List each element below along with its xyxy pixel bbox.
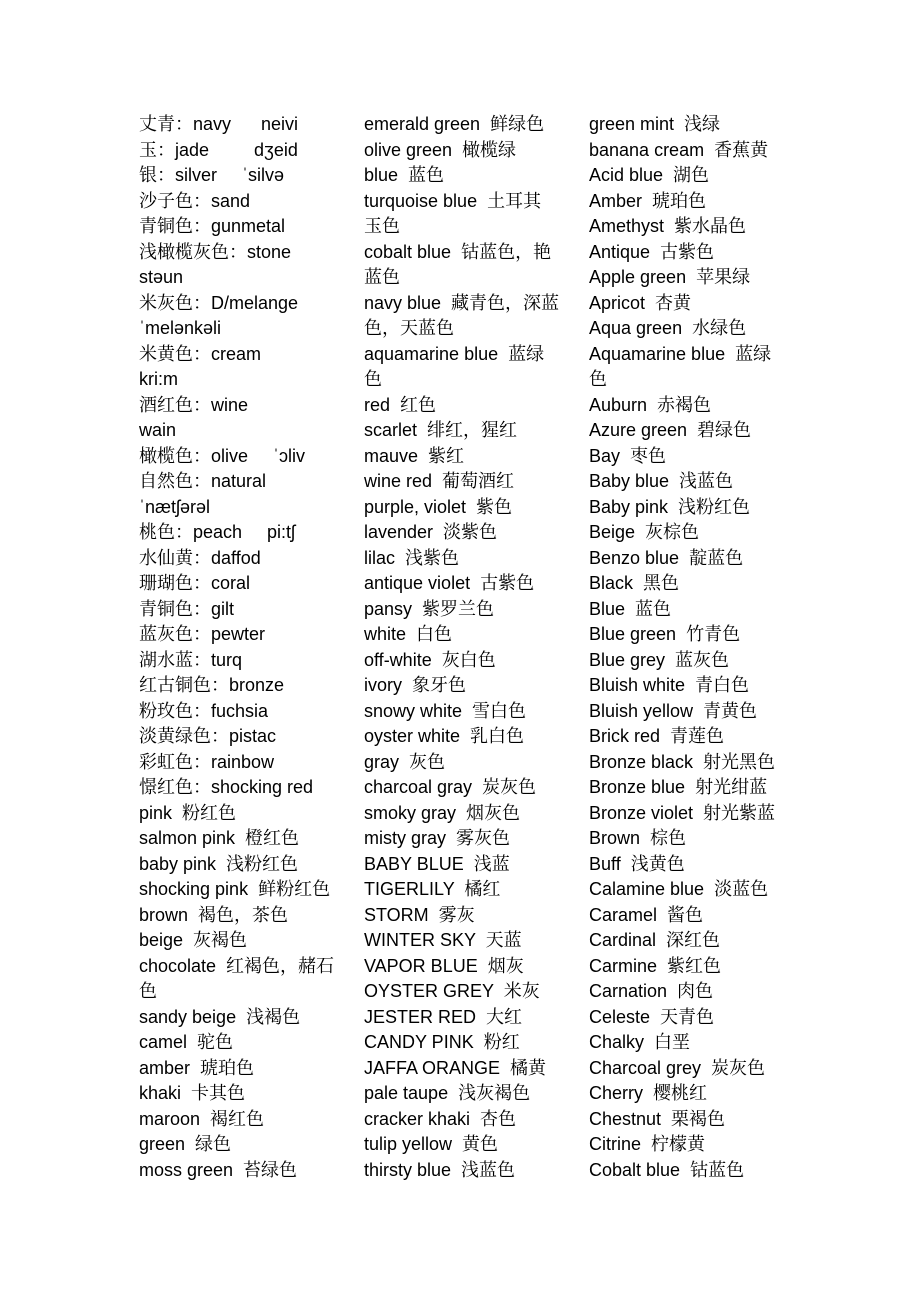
color-term-line: OYSTER GREY 米灰 <box>364 981 540 1001</box>
color-term-line: 丈青：navy neivi <box>139 114 299 134</box>
color-term-line: antique violet 古紫色 <box>364 573 535 593</box>
color-term-line: Buff 浅黄色 <box>589 853 685 874</box>
color-term-line: lilac 浅紫色 <box>364 547 460 568</box>
color-term-line: 色 <box>589 369 607 389</box>
color-term-line: Black 黑色 <box>589 573 680 593</box>
color-term-line: Chestnut 栗褐色 <box>589 1108 726 1129</box>
color-term-line: 酒红色：wine <box>139 394 249 415</box>
color-term-line: Auburn 赤褐色 <box>589 394 712 415</box>
color-term-line: 红古铜色：bronze <box>139 675 285 695</box>
color-term-line: 浅橄榄灰色：stone <box>139 241 292 262</box>
color-term-line: 蓝灰色：pewter <box>139 624 266 644</box>
color-term-line: cobalt blue 钴蓝色，艳 <box>364 241 552 262</box>
color-term-line: 玉：jade dʒeid <box>139 139 298 160</box>
color-term-line: Apricot 杏黄 <box>589 292 692 313</box>
color-term-line: gray 灰色 <box>364 751 446 772</box>
color-term-line: Bluish white 青白色 <box>589 675 750 695</box>
color-term-line: Blue green 竹青色 <box>589 624 741 644</box>
color-term-line: 珊瑚色：coral <box>139 573 251 593</box>
color-term-line: Benzo blue 靛蓝色 <box>589 547 744 568</box>
color-term-line: 彩虹色：rainbow <box>139 751 275 772</box>
color-term-line: Baby blue 浅蓝色 <box>589 471 734 491</box>
column-middle <box>364 112 582 1183</box>
color-term-line: cracker khaki 杏色 <box>364 1108 517 1129</box>
color-term-line: Beige 灰棕色 <box>589 522 700 542</box>
color-term-line: chocolate 红褐色，赭石 <box>139 955 335 976</box>
color-term-line: Amethyst 紫水晶色 <box>589 216 747 236</box>
color-term-line: purple, violet 紫色 <box>364 496 513 517</box>
column-left <box>139 112 357 1183</box>
color-term-line: Cobalt blue 钴蓝色 <box>589 1159 745 1180</box>
color-term-line: Blue 蓝色 <box>589 598 672 619</box>
color-term-line: khaki 卡其色 <box>139 1083 246 1103</box>
color-term-line: 沙子色：sand <box>139 190 251 211</box>
color-term-line: 水仙黄：daffod <box>139 547 261 568</box>
color-term-line: beige 灰褐色 <box>139 930 248 950</box>
color-term-line: wine red 葡萄酒红 <box>364 471 515 491</box>
color-term-line: Carmine 紫红色 <box>589 955 722 976</box>
color-term-line: 米黄色：cream <box>139 343 262 364</box>
color-term-line: ivory 象牙色 <box>364 675 467 695</box>
color-term-line: Cherry 樱桃红 <box>589 1083 708 1103</box>
color-term-line: Azure green 碧绿色 <box>589 420 752 440</box>
color-term-line: JAFFA ORANGE 橘黄 <box>364 1057 547 1078</box>
color-term-line: Calamine blue 淡蓝色 <box>589 879 769 899</box>
color-term-line: JESTER RED 大红 <box>364 1006 523 1027</box>
color-term-line: off-white 灰白色 <box>364 649 496 670</box>
color-term-line: ˈmelənkəli <box>139 318 222 338</box>
color-term-line: TIGERLILY 橘红 <box>364 879 501 899</box>
color-term-line: pale taupe 浅灰褐色 <box>364 1083 531 1103</box>
color-term-line: Caramel 酱色 <box>589 904 704 925</box>
color-term-line: white 白色 <box>364 624 453 644</box>
color-term-line: Citrine 柠檬黄 <box>589 1134 706 1154</box>
color-term-line: banana cream 香蕉黄 <box>589 139 769 160</box>
color-term-line: smoky gray 烟灰色 <box>364 802 521 823</box>
color-term-line: 色，天蓝色 <box>364 318 454 338</box>
color-term-line: Brown 棕色 <box>589 828 687 848</box>
color-term-line: Chalky 白垩 <box>589 1032 691 1052</box>
color-term-line: Bronze black 射光黑色 <box>589 751 776 772</box>
color-term-line: red 红色 <box>364 394 437 415</box>
color-term-line: Carnation 肉色 <box>589 981 714 1001</box>
color-term-line: brown 褐色，茶色 <box>139 904 289 925</box>
color-term-line: emerald green 鲜绿色 <box>364 114 545 134</box>
color-term-line: VAPOR BLUE 烟灰 <box>364 955 524 976</box>
color-term-line: scarlet 绯红，猩红 <box>364 420 518 440</box>
color-term-line: BABY BLUE 浅蓝 <box>364 853 510 874</box>
color-term-line: Bronze violet 射光紫蓝 <box>589 802 776 823</box>
color-term-line: blue 蓝色 <box>364 165 445 185</box>
color-term-line: camel 驼色 <box>139 1032 234 1052</box>
color-term-line: Aquamarine blue 蓝绿 <box>589 343 772 364</box>
color-term-line: Cardinal 深红色 <box>589 930 721 950</box>
color-term-line: charcoal gray 炭灰色 <box>364 777 537 797</box>
color-term-line: Acid blue 湖色 <box>589 165 710 185</box>
color-term-line: moss green 苔绿色 <box>139 1159 298 1180</box>
color-term-line: 青铜色：gunmetal <box>139 216 286 236</box>
color-term-line: 湖水蓝：turq <box>139 649 243 670</box>
color-term-line: Antique 古紫色 <box>589 241 715 262</box>
color-term-line: Bay 枣色 <box>589 445 667 466</box>
color-term-line: 银：silver ˈsilvə <box>139 165 285 185</box>
color-term-line: olive green 橄榄绿 <box>364 139 517 160</box>
color-term-line: 粉玫色：fuchsia <box>139 700 269 721</box>
color-term-line: amber 琥珀色 <box>139 1057 255 1078</box>
color-term-line: Bronze blue 射光绀蓝 <box>589 777 768 797</box>
color-term-line: Amber 琥珀色 <box>589 190 707 211</box>
color-term-line: WINTER SKY 天蓝 <box>364 930 522 950</box>
color-term-line: wain <box>139 420 177 440</box>
color-term-line: green 绿色 <box>139 1134 232 1154</box>
color-term-line: maroon 褐红色 <box>139 1108 265 1129</box>
color-term-line: aquamarine blue 蓝绿 <box>364 343 545 364</box>
color-term-line: 色 <box>364 369 382 389</box>
color-term-line: Aqua green 水绿色 <box>589 318 747 338</box>
color-term-line: 米灰色：D/melange <box>139 292 299 313</box>
color-term-line: snowy white 雪白色 <box>364 700 527 721</box>
column-right <box>589 112 807 1183</box>
color-term-line: Brick red 青莲色 <box>589 726 725 746</box>
color-term-line: CANDY PINK 粉红 <box>364 1032 520 1052</box>
color-term-line: 蓝色 <box>364 267 400 287</box>
color-term-line: lavender 淡紫色 <box>364 522 498 542</box>
color-term-line: Baby pink 浅粉红色 <box>589 496 751 517</box>
color-term-line: baby pink 浅粉红色 <box>139 853 299 874</box>
color-term-line: Blue grey 蓝灰色 <box>589 649 730 670</box>
color-term-line: green mint 浅绿 <box>589 114 721 134</box>
color-term-line: Celeste 天青色 <box>589 1006 715 1027</box>
color-term-line: salmon pink 橙红色 <box>139 828 300 848</box>
color-term-line: STORM 雾灰 <box>364 904 475 925</box>
color-term-line: kri:m <box>139 369 178 389</box>
color-term-line: 色 <box>139 981 157 1001</box>
color-term-line: turquoise blue 土耳其 <box>364 190 542 211</box>
color-term-line: thirsty blue 浅蓝色 <box>364 1159 516 1180</box>
color-term-line: Charcoal grey 炭灰色 <box>589 1057 766 1078</box>
color-term-line: 自然色：natural <box>139 471 267 491</box>
color-term-line: sandy beige 浅褐色 <box>139 1006 301 1027</box>
color-term-line: 橄榄色：olive ˈɔliv <box>139 445 306 466</box>
color-term-line: pansy 紫罗兰色 <box>364 598 495 619</box>
color-term-line: pink 粉红色 <box>139 802 237 823</box>
color-term-line: navy blue 藏青色，深蓝 <box>364 292 560 313</box>
color-term-line: oyster white 乳白色 <box>364 726 525 746</box>
color-term-line: 桃色：peach pi:tʃ <box>139 522 296 542</box>
color-term-line: Bluish yellow 青黄色 <box>589 700 758 721</box>
color-term-line: ˈnætʃərəl <box>139 496 211 517</box>
color-term-line: 憬红色：shocking red <box>139 777 314 797</box>
color-term-line: misty gray 雾灰色 <box>364 828 511 848</box>
color-term-line: shocking pink 鲜粉红色 <box>139 879 331 899</box>
color-term-line: stəun <box>139 267 184 287</box>
color-term-line: 淡黄绿色：pistac <box>139 726 277 746</box>
color-term-line: 青铜色：gilt <box>139 598 235 619</box>
color-term-line: Apple green 苹果绿 <box>589 267 751 287</box>
color-term-line: tulip yellow 黄色 <box>364 1134 499 1154</box>
color-term-line: 玉色 <box>364 216 400 236</box>
color-term-line: mauve 紫红 <box>364 445 465 466</box>
